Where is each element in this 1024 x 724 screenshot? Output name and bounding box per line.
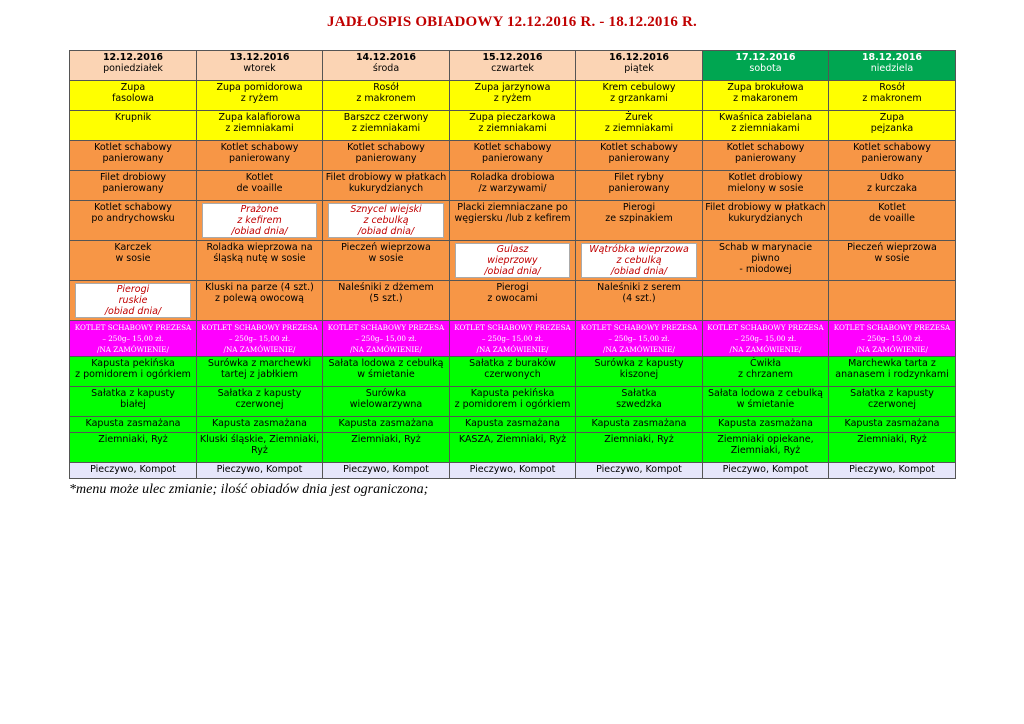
- menu-cell: Roladka drobiowa /z warzywami/: [450, 171, 576, 201]
- menu-cell: Pieczeń wieprzowa w sosie: [323, 241, 450, 281]
- menu-cell: Sałatka z kapusty czerwonej: [829, 387, 956, 417]
- day-header: [197, 51, 323, 81]
- menu-cell: Krupnik: [70, 111, 197, 141]
- menu-cell: Sałata lodowa z cebulką w śmietanie: [323, 357, 450, 387]
- menu-cell: Pieczywo, Kompot: [703, 463, 829, 479]
- menu-cell: Udko z kurczaka: [829, 171, 956, 201]
- day-name: poniedziałek: [103, 63, 163, 74]
- menu-cell: Ziemniaki, Ryż: [70, 433, 197, 463]
- menu-cell: Pieczywo, Kompot: [70, 463, 197, 479]
- menu-cell: Placki ziemniaczane po węgiersku /lub z kefirem: [450, 201, 576, 241]
- menu-cell: Ziemniaki, Ryż: [323, 433, 450, 463]
- menu-cell: Zupa brokułowa z makaronem: [703, 81, 829, 111]
- menu-cell: Zupa fasolowa: [70, 81, 197, 111]
- menu-cell: Pieczywo, Kompot: [576, 463, 703, 479]
- menu-cell: [323, 201, 450, 241]
- menu-cell: KOTLET SCHABOWY PREZESA – 250g– 15,00 zł. /NA ZAMÓWIENIE/: [703, 321, 829, 357]
- menu-cell: [450, 241, 576, 281]
- menu-cell: Kapusta zasmażana: [197, 417, 323, 433]
- menu-cell: Karczek w sosie: [70, 241, 197, 281]
- menu-cell: KOTLET SCHABOWY PREZESA – 250g– 15,00 zł. /NA ZAMÓWIENIE/: [576, 321, 703, 357]
- dish-of-the-day: Wątróbka wieprzowa z cebulką /obiad dnia/: [581, 243, 697, 278]
- menu-row-main2: [70, 171, 956, 201]
- day-header: [70, 51, 197, 81]
- menu-cell: KOTLET SCHABOWY PREZESA – 250g– 15,00 zł. /NA ZAMÓWIENIE/: [323, 321, 450, 357]
- day-date: 15.12.2016: [482, 52, 543, 63]
- menu-cell: Surówka z marchewki tartej z jabłkiem: [197, 357, 323, 387]
- footnote: *menu może ulec zmianie; ilość obiadów dnia jest ograniczona;: [69, 482, 429, 497]
- menu-cell: Kotlet schabowy panierowany: [323, 141, 450, 171]
- menu-cell: Surówka wielowarzywna: [323, 387, 450, 417]
- menu-cell: [703, 281, 829, 321]
- day-name: niedziela: [870, 63, 914, 74]
- menu-cell: KOTLET SCHABOWY PREZESA – 250g– 15,00 zł. /NA ZAMÓWIENIE/: [197, 321, 323, 357]
- menu-cell: Kapusta zasmażana: [323, 417, 450, 433]
- dish-of-the-day: Gulasz wieprzowy /obiad dnia/: [455, 243, 570, 278]
- menu-row-bread: [70, 463, 956, 479]
- menu-cell: [829, 281, 956, 321]
- menu-cell: Kapusta zasmażana: [70, 417, 197, 433]
- menu-row-main3: [70, 201, 956, 241]
- menu-row-sides: [70, 433, 956, 463]
- menu-cell: Sałatka z kapusty białej: [70, 387, 197, 417]
- menu-cell: [70, 281, 197, 321]
- menu-cell: Roladka wieprzowa na śląską nutę w sosie: [197, 241, 323, 281]
- menu-row-special: [70, 321, 956, 357]
- menu-cell: Zupa jarzynowa z ryżem: [450, 81, 576, 111]
- day-name: środa: [372, 63, 400, 74]
- menu-cell: Kapusta zasmażana: [576, 417, 703, 433]
- menu-cell: KOTLET SCHABOWY PREZESA – 250g– 15,00 zł. /NA ZAMÓWIENIE/: [450, 321, 576, 357]
- menu-cell: Zupa pomidorowa z ryżem: [197, 81, 323, 111]
- menu-row-salad1: [70, 357, 956, 387]
- menu-cell: Sałatka szwedzka: [576, 387, 703, 417]
- menu-cell: Kapusta zasmażana: [829, 417, 956, 433]
- menu-cell: Rosół z makronem: [323, 81, 450, 111]
- menu-cell: Kapusta zasmażana: [450, 417, 576, 433]
- menu-cell: Ziemniaki, Ryż: [829, 433, 956, 463]
- menu-cell: Filet drobiowy panierowany: [70, 171, 197, 201]
- day-name: piątek: [624, 63, 654, 74]
- day-name: czwartek: [491, 63, 534, 74]
- day-header: [829, 51, 956, 81]
- menu-cell: KASZA, Ziemniaki, Ryż: [450, 433, 576, 463]
- day-header: [576, 51, 703, 81]
- day-header-row: [70, 51, 956, 81]
- menu-cell: Pierogi ze szpinakiem: [576, 201, 703, 241]
- day-name: sobota: [749, 63, 782, 74]
- day-header: [323, 51, 450, 81]
- menu-cell: Żurek z ziemniakami: [576, 111, 703, 141]
- menu-cell: Pieczywo, Kompot: [829, 463, 956, 479]
- menu-cell: Filet drobiowy w płatkach kukurydzianych: [323, 171, 450, 201]
- menu-cell: KOTLET SCHABOWY PREZESA – 250g– 15,00 zł. /NA ZAMÓWIENIE/: [70, 321, 197, 357]
- menu-cell: Sałata lodowa z cebulką w śmietanie: [703, 387, 829, 417]
- menu-cell: Kapusta pekińska z pomidorem i ogórkiem: [70, 357, 197, 387]
- menu-cell: Zupa pieczarkowa z ziemniakami: [450, 111, 576, 141]
- menu-cell: Filet drobiowy w płatkach kukurydzianych: [703, 201, 829, 241]
- menu-cell: Kotlet de voaille: [197, 171, 323, 201]
- menu-cell: [576, 241, 703, 281]
- menu-cell: [197, 201, 323, 241]
- menu-row-soups2: [70, 111, 956, 141]
- menu-cell: Kapusta pekińska z pomidorem i ogórkiem: [450, 387, 576, 417]
- menu-cell: Kluski na parze (4 szt.) z polewą owocową: [197, 281, 323, 321]
- dish-of-the-day: Prażone z kefirem /obiad dnia/: [202, 203, 317, 238]
- menu-cell: Filet rybny panierowany: [576, 171, 703, 201]
- menu-cell: Schab w marynacie piwno - miodowej: [703, 241, 829, 281]
- menu-cell: Pieczywo, Kompot: [450, 463, 576, 479]
- menu-cell: Pieczeń wieprzowa w sosie: [829, 241, 956, 281]
- day-name: wtorek: [243, 63, 276, 74]
- menu-cell: Zupa pejzanka: [829, 111, 956, 141]
- menu-row-main5: [70, 281, 956, 321]
- day-header: [703, 51, 829, 81]
- menu-cell: Kotlet schabowy panierowany: [450, 141, 576, 171]
- menu-cell: Kotlet schabowy panierowany: [197, 141, 323, 171]
- menu-cell: KOTLET SCHABOWY PREZESA – 250g– 15,00 zł. /NA ZAMÓWIENIE/: [829, 321, 956, 357]
- menu-cell: Kapusta zasmażana: [703, 417, 829, 433]
- menu-cell: Krem cebulowy z grzankami: [576, 81, 703, 111]
- menu-cell: Surówka z kapusty kiszonej: [576, 357, 703, 387]
- day-date: 12.12.2016: [102, 52, 164, 63]
- day-header: [450, 51, 576, 81]
- menu-cell: Ziemniaki opiekane, Ziemniaki, Ryż: [703, 433, 829, 463]
- menu-row-salad3: [70, 417, 956, 433]
- page-title: JADŁOSPIS OBIADOWY 12.12.2016 R. - 18.12.2016 R.: [327, 14, 697, 30]
- menu-row-salad2: [70, 387, 956, 417]
- day-date: 13.12.2016: [229, 52, 290, 63]
- day-date: 16.12.2016: [608, 52, 670, 63]
- menu-cell: Kluski śląskie, Ziemniaki, Ryż: [197, 433, 323, 463]
- day-date: 17.12.2016: [735, 52, 796, 63]
- menu-cell: Kwaśnica zabielana z ziemniakami: [703, 111, 829, 141]
- menu-cell: Ćwikła z chrzanem: [703, 357, 829, 387]
- menu-cell: Ziemniaki, Ryż: [576, 433, 703, 463]
- menu-cell: Kotlet schabowy panierowany: [576, 141, 703, 171]
- menu-cell: Naleśniki z dżemem (5 szt.): [323, 281, 450, 321]
- menu-cell: Naleśniki z serem (4 szt.): [576, 281, 703, 321]
- menu-cell: Kotlet schabowy panierowany: [70, 141, 197, 171]
- menu-row-main4: [70, 241, 956, 281]
- menu-cell: Pieczywo, Kompot: [323, 463, 450, 479]
- menu-row-soups1: [70, 81, 956, 111]
- menu-cell: Rosół z makronem: [829, 81, 956, 111]
- menu-cell: Kotlet drobiowy mielony w sosie: [703, 171, 829, 201]
- menu-cell: Sałatka z buraków czerwonych: [450, 357, 576, 387]
- dish-of-the-day: Sznycel wiejski z cebulką /obiad dnia/: [328, 203, 444, 238]
- menu-cell: Kotlet schabowy po andrychowsku: [70, 201, 197, 241]
- dish-of-the-day: Pierogi ruskie /obiad dnia/: [75, 283, 191, 318]
- menu-cell: Zupa kalafiorowa z ziemniakami: [197, 111, 323, 141]
- menu-cell: Pieczywo, Kompot: [197, 463, 323, 479]
- day-date: 14.12.2016: [355, 52, 417, 63]
- menu-row-main1: [70, 141, 956, 171]
- menu-cell: Marchewka tarta z ananasem i rodzynkami: [829, 357, 956, 387]
- menu-table: [69, 50, 956, 479]
- menu-cell: Kotlet schabowy panierowany: [703, 141, 829, 171]
- day-date: 18.12.2016: [861, 52, 923, 63]
- menu-cell: Kotlet schabowy panierowany: [829, 141, 956, 171]
- menu-cell: Kotlet de voaille: [829, 201, 956, 241]
- menu-cell: Barszcz czerwony z ziemniakami: [323, 111, 450, 141]
- menu-cell: Sałatka z kapusty czerwonej: [197, 387, 323, 417]
- menu-cell: Pierogi z owocami: [450, 281, 576, 321]
